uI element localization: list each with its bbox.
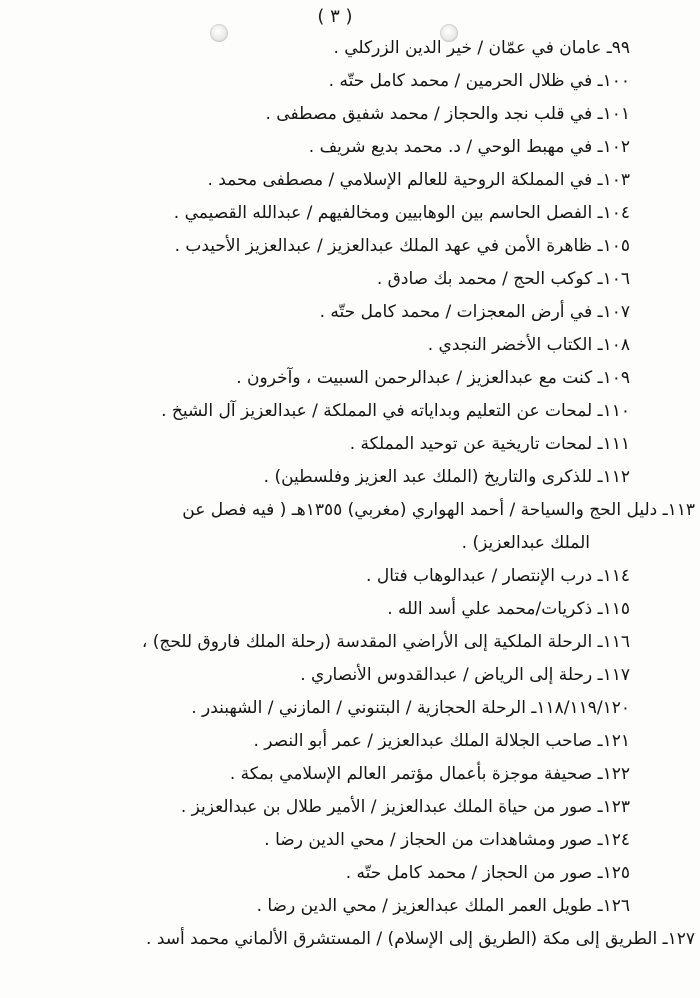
list-item: ١٢١ـ صاحب الجلالة الملك عبدالعزيز / عمر أبو النصر .	[253, 731, 630, 751]
list-item: ١١٤ـ درب الإنتصار / عبدالوهاب فتال .	[366, 566, 630, 586]
bibliography-list	[0, 32, 700, 956]
list-item: ١١٠ـ لمحات عن التعليم وبداياته في المملكة / عبدالعزيز آل الشيخ .	[161, 401, 630, 421]
list-item: ١٠٢ـ في مهبط الوحي / د. محمد بديع شريف .	[308, 137, 630, 157]
list-item: ١١٦ـ الرحلة الملكية إلى الأراضي المقدسة (رحلة الملك فاروق للحج) ،	[141, 632, 630, 652]
list-item: ١١٣ـ دليل الحج والسياحة / أحمد الهواري (مغربي) ١٣٥٥هـ ( فيه فصل عن	[182, 500, 695, 520]
list-item: ١٠٠ـ في ظلال الحرمين / محمد كامل حتّه .	[328, 71, 630, 91]
list-item: ١٠٧ـ في أرض المعجزات / محمد كامل حتّه .	[319, 302, 630, 322]
page-number: ( ٣ )	[317, 6, 353, 27]
list-item: ١١٢ـ للذكرى والتاريخ (الملك عبد العزيز وفلسطين) .	[263, 467, 630, 487]
list-item: ١٠٥ـ ظاهرة الأمن في عهد الملك عبدالعزيز / عبدالعزيز الأحيدب .	[174, 236, 630, 256]
list-item: ١١٥ـ ذكريات/محمد علي أسد الله .	[387, 599, 630, 619]
list-item: ١٠٤ـ الفصل الحاسم بين الوهابيين ومخالفيهم / عبدالله القصيمي .	[173, 203, 630, 223]
list-item: ١٢٥ـ صور من الحجاز / محمد كامل حتّه .	[345, 863, 630, 883]
list-item: ١٠٦ـ كوكب الحج / محمد بك صادق .	[376, 269, 630, 289]
list-item: ١٢٣ـ صور من حياة الملك عبدالعزيز / الأمير طلال بن عبدالعزيز .	[180, 797, 630, 817]
list-item: ٩٩ـ عامان في عمّان / خير الدين الزركلي .	[333, 38, 630, 58]
list-item: ١١٨/١١٩/١٢٠ـ الرحلة الحجازية / البتنوني / المازني / الشهبندر .	[191, 698, 630, 718]
list-item: ١٠١ـ في قلب نجد والحجاز / محمد شفيق مصطفى .	[265, 104, 630, 124]
list-item: ١٢٢ـ صحيفة موجزة بأعمال مؤتمر العالم الإسلامي بمكة .	[229, 764, 630, 784]
list-item: ١٠٩ـ كنت مع عبدالعزيز / عبدالرحمن السبيت ، وآخرون .	[236, 368, 630, 388]
list-item: ١١٧ـ رحلة إلى الرياض / عبدالقدوس الأنصاري .	[300, 665, 630, 685]
list-item: ١٠٨ـ الكتاب الأخضر النجدي .	[427, 335, 630, 355]
list-item: ١١١ـ لمحات تاريخية عن توحيد المملكة .	[349, 434, 630, 454]
list-item: ١٠٣ـ في المملكة الروحية للعالم الإسلامي / مصطفى محمد .	[207, 170, 630, 190]
list-item: ١٢٦ـ طويل العمر الملك عبدالعزيز / محي الدين رضا .	[256, 896, 630, 916]
list-item: ١٢٧ـ الطريق إلى مكة (الطريق إلى الإسلام) / المستشرق الألماني محمد أسد .	[146, 929, 695, 949]
list-item-continuation: الملك عبدالعزيز) .	[461, 533, 590, 553]
list-item: ١٢٤ـ صور ومشاهدات من الحجاز / محي الدين رضا .	[264, 830, 630, 850]
